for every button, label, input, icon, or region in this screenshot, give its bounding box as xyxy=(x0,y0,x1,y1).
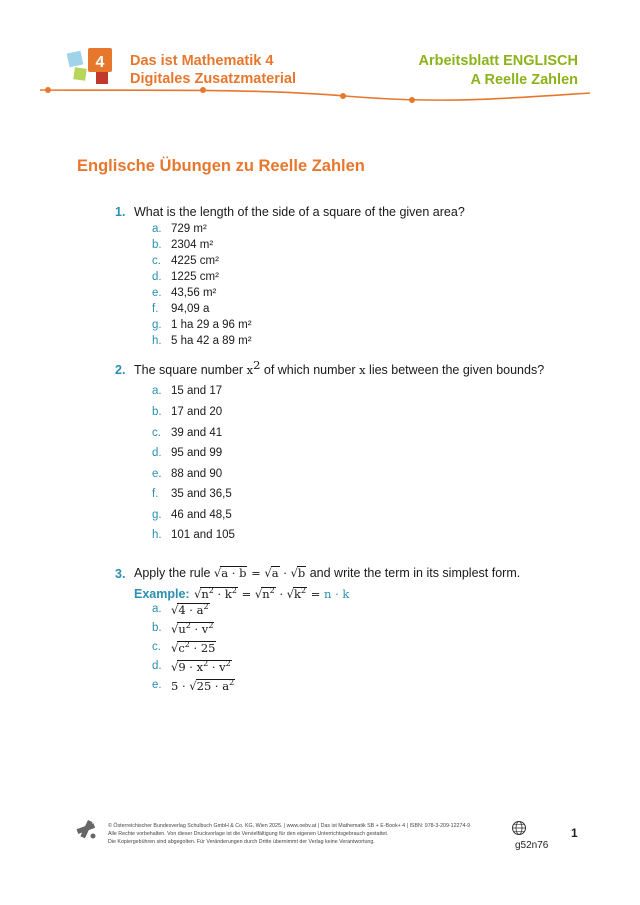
question-text: What is the length of the side of a square of the given area? xyxy=(134,205,465,219)
footer-copyright: © Österreichischer Bundesverlag Schulbuch GmbH & Co. KG, Wien 2025. | www.oebv.at | Das ist Mathematik SB + E-Book+ 4 | ISBN: 978-3-209-12274-9 Alle Rechte vorbehalten. Von dieser Druckvorlage ist die Vervielfältigung für den eigenen Unterrichtsgebrauch gestattet. Die Kopiergebühren sind abgegolten. Für Veränderungen durch Dritte übernimmt der Verlag keine Verantwortung. xyxy=(108,823,471,845)
publisher-logo-icon xyxy=(75,818,99,840)
svg-text:4: 4 xyxy=(95,54,105,71)
question-1: 1. What is the length of the side of a square of the given area? a. 729 m² b. 2304 m² c. 4225 cm² d. 1225 cm² e. 43,56 m² f. 94,09 a g. 1 ha 29 a 96 m² h. 5 ha 42 a 89 m² xyxy=(115,205,465,347)
worksheet-type: Arbeitsblatt ENGLISCH xyxy=(418,53,578,69)
example-formula: $√n^2 \cdot k^2 = √n^2 \cdot √k^2 = n \cdot k$ xyxy=(194,586,350,601)
header-divider-line xyxy=(0,80,640,110)
question-2: 2. The square number $x^2$ of which number x lies between the given bounds? a. 15 and 17 b. 17 and 20 c. 39 and 41 d. 95 and 99 e. 88 and 90 f. 35 and 36,5 g. 46 and 48,5 h. 101 and 105 xyxy=(115,358,545,541)
example-label: Example: xyxy=(134,587,190,601)
question-text: Apply the rule √a · b = √a · √b and write the term in its simplest form. xyxy=(134,566,521,580)
globe-icon xyxy=(511,820,527,836)
book-subtitle: Digitales Zusatzmaterial xyxy=(130,71,296,87)
book-title: Das ist Mathematik 4 xyxy=(130,53,274,69)
question-number: 1. xyxy=(115,205,126,219)
page-number: 1 xyxy=(571,826,578,840)
question-number: 2. xyxy=(115,363,126,377)
example-line xyxy=(134,585,349,603)
online-code: g52n76 xyxy=(515,840,549,851)
page-title: Englische Übungen zu Reelle Zahlen xyxy=(77,157,365,175)
question-3: 3. Apply the rule √a · b = √a · √b and write the term in its simplest form. Example: $√n^2 \cdot k^2 = √n^2 \cdot √k^2 = n \cdot k$ a. $√4 \cdot a^2$ b. $√u^2 \cdot v^2$ c. $√c^2 \cdot 25$ d. $√9 \cdot x^2 \cdot v^2$ e. $5 \cdot √25 \cdot a^2$ xyxy=(115,566,521,693)
question-text: The square number $x^2$ of which number x lies between the given bounds? xyxy=(134,358,545,377)
question-number: 3. xyxy=(115,567,126,581)
worksheet-topic: A Reelle Zahlen xyxy=(470,72,578,88)
